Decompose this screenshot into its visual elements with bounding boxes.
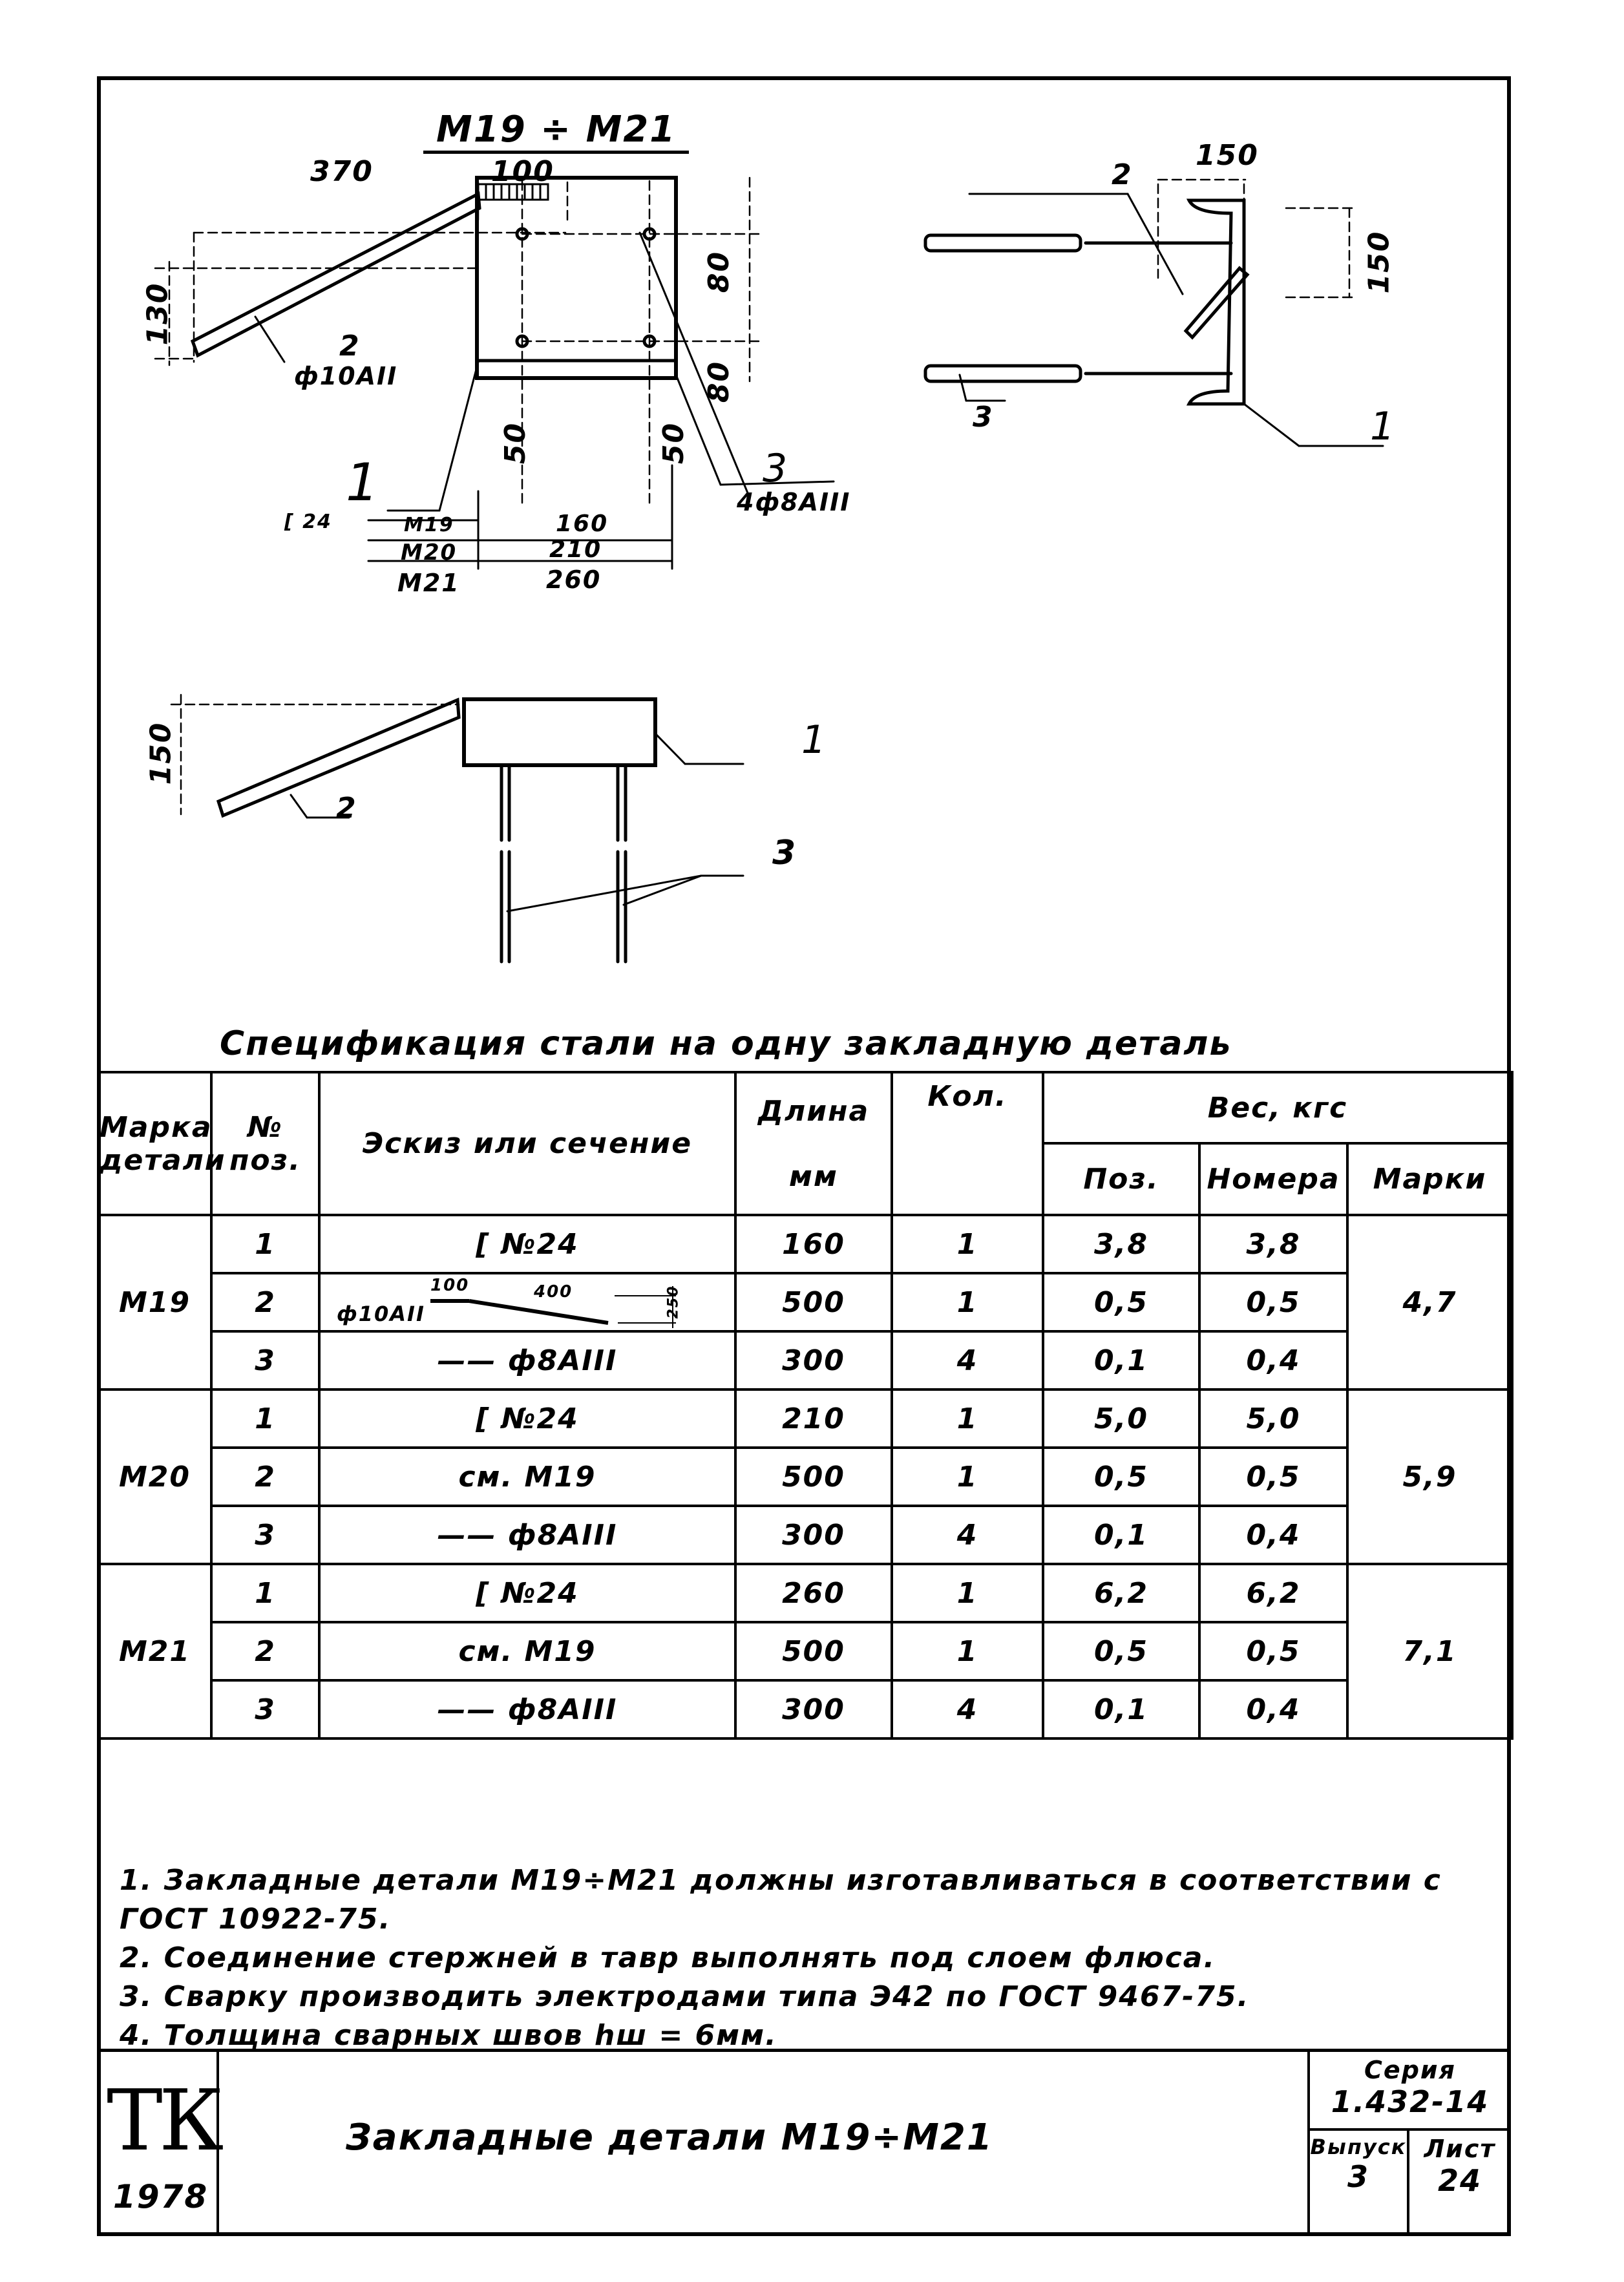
elev-dim-height: 150 [144,721,178,785]
cell-qty: 1 [892,1564,1043,1622]
cell-weight-number: 0,5 [1199,1273,1347,1331]
header-length [735,1072,892,1215]
cell-pos: 3 [211,1680,319,1738]
cell-sketch: см. М19 [319,1622,735,1680]
side-callout-pos1: 1 [1370,404,1397,449]
cell-mark: М21 [98,1564,211,1738]
side-callout-pos2: 2 [1112,158,1133,191]
header-qty: Кол. [892,1072,1043,1215]
sketch-bar-spec: ф10АII [337,1302,425,1326]
header-weight-pos: Поз. [1043,1143,1199,1215]
series-label: Серия [1364,2056,1456,2084]
header-length-unit: мм [789,1159,838,1193]
side-dim-height: 150 [1362,230,1396,294]
series-value: 1.432-14 [1331,2084,1490,2119]
issue-cell [1310,2131,1409,2233]
cell-sketch: [ №24 [319,1564,735,1622]
note-line: ГОСТ 10922-75. [120,1903,392,1936]
length-value-m21: 260 [546,565,602,594]
callout-pos2-spec: ф10АII [294,362,398,390]
cell-sketch: —— ф8АIII [319,1680,735,1738]
cell-length: 160 [735,1215,892,1273]
cell-mark: М19 [98,1215,211,1389]
sheet-cell [1409,2131,1510,2233]
cell-length: 300 [735,1506,892,1564]
specification-table [97,1071,1513,1740]
cell-weight-pos: 0,1 [1043,1331,1199,1389]
sketch-dim-straight: 100 [430,1276,470,1295]
cell-length: 210 [735,1389,892,1448]
header-pos-no: № поз. [211,1072,319,1215]
cell-qty: 1 [892,1215,1043,1273]
cell-qty: 1 [892,1389,1043,1448]
table-row [98,1448,1512,1506]
cell-pos: 2 [211,1448,319,1506]
technical-drawings [0,0,1624,1034]
spec-caption: Спецификация стали на одну закладную деталь [220,1024,1232,1063]
table-row [98,1273,1512,1331]
header-weight: Вес, кгс [1043,1072,1512,1143]
header-length-label: Длина [757,1094,870,1128]
organization-cell [100,2052,219,2233]
cell-weight-number: 0,5 [1199,1622,1347,1680]
cell-weight-mark: 7,1 [1347,1564,1512,1738]
cell-pos: 1 [211,1389,319,1448]
issue-value: 3 [1347,2159,1369,2194]
length-mark-m21: М21 [397,569,460,597]
length-mark-m20: М20 [401,540,458,565]
cell-weight-pos: 6,2 [1043,1564,1199,1622]
table-row [98,1680,1512,1738]
series-cell [1310,2052,1510,2131]
cell-qty: 1 [892,1448,1043,1506]
cell-sketch: [ №24 [319,1389,735,1448]
table-row [98,1215,1512,1273]
cell-length: 300 [735,1331,892,1389]
cell-pos: 1 [211,1215,319,1273]
elev-callout-pos3: 3 [772,834,797,872]
year: 1978 [113,2178,209,2215]
sheet-value: 24 [1437,2163,1482,2198]
cell-sketch: [ №24 [319,1215,735,1273]
cell-weight-number: 0,4 [1199,1506,1347,1564]
cell-qty: 1 [892,1273,1043,1331]
cell-weight-number: 0,4 [1199,1331,1347,1389]
dim-top-offset: 80 [702,250,736,293]
header-weight-mark: Марки [1347,1143,1512,1215]
cell-weight-mark: 4,7 [1347,1215,1512,1389]
cell-weight-number: 6,2 [1199,1564,1347,1622]
table-row [98,1564,1512,1622]
dim-height: 130 [141,282,174,346]
front-view [193,178,676,378]
cell-sketch: —— ф8АIII [319,1506,735,1564]
cell-length: 500 [735,1622,892,1680]
organization-logo: ТК [107,2071,220,2170]
elev-callout-pos2: 2 [336,792,357,825]
table-row [98,1506,1512,1564]
cell-weight-pos: 0,5 [1043,1622,1199,1680]
cell-weight-number: 5,0 [1199,1389,1347,1448]
issue-label: Выпуск [1310,2135,1407,2159]
sketch-dim-rise: 250 [665,1285,682,1319]
dim-left-edge: 50 [499,421,533,465]
table-row [98,1389,1512,1448]
callout-pos1: 1 [346,452,380,512]
cell-length: 500 [735,1448,892,1506]
cell-mark: М20 [98,1389,211,1564]
cell-qty: 1 [892,1622,1043,1680]
series-block [1307,2052,1510,2233]
header-sketch: Эскиз или сечение [319,1072,735,1215]
cell-pos: 3 [211,1331,319,1389]
cell-weight-pos: 0,1 [1043,1680,1199,1738]
cell-pos: 3 [211,1506,319,1564]
sheet-label: Лист [1424,2135,1496,2163]
side-view [925,200,1247,404]
dim-plate-width: 100 [491,155,554,188]
elev-callout-pos1: 1 [801,717,828,763]
drawing-title: Закладные детали М19÷М21 [346,2117,993,2159]
note-line: 4. Толщина сварных швов hш = 6мм. [120,2019,777,2052]
cell-qty: 4 [892,1506,1043,1564]
cell-weight-pos: 5,0 [1043,1389,1199,1448]
side-dim-width: 150 [1196,139,1259,172]
cell-weight-pos: 0,5 [1043,1448,1199,1506]
cell-weight-mark: 5,9 [1347,1389,1512,1564]
sketch-dim-inclined: 400 [534,1282,573,1302]
title-block [97,2049,1511,2236]
cell-sketch: см. М19 [319,1448,735,1506]
note-line: 1. Закладные детали М19÷М21 должны изготавливаться в соответствии с [120,1864,1442,1897]
cell-weight-pos: 3,8 [1043,1215,1199,1273]
callout-pos3: 3 [763,446,789,491]
cell-weight-number: 0,4 [1199,1680,1347,1738]
table-row [98,1331,1512,1389]
cell-sketch: —— ф8АIII [319,1331,735,1389]
elevation-view [218,699,655,962]
callout-pos2: 2 [339,330,361,363]
cell-length: 300 [735,1680,892,1738]
length-value-m20: 210 [549,536,602,563]
dim-bar-length: 370 [310,155,374,188]
side-callout-pos3: 3 [973,401,994,434]
header-weight-number: Номера [1199,1143,1347,1215]
cell-weight-pos: 0,5 [1043,1273,1199,1331]
cell-weight-number: 0,5 [1199,1448,1347,1506]
length-value-m19: 160 [556,511,609,537]
cell-qty: 4 [892,1680,1043,1738]
header-mark: Марка детали [98,1072,211,1215]
callout-pos3-spec: 4ф8АIII [737,488,851,516]
cell-sketch [319,1273,735,1331]
dim-bottom-offset: 80 [702,360,736,403]
cell-weight-pos: 0,1 [1043,1506,1199,1564]
notes [120,1861,1496,2055]
dim-right-edge: 50 [657,421,691,465]
cell-length: 500 [735,1273,892,1331]
view-title: М19 ÷ М21 [423,109,689,154]
cell-pos: 1 [211,1564,319,1622]
cell-length: 260 [735,1564,892,1622]
length-mark-m19: М19 [404,514,454,536]
cell-pos: 2 [211,1622,319,1680]
table-row [98,1622,1512,1680]
note-line: 3. Сварку производить электродами типа Э42 по ГОСТ 9467-75. [120,1980,1250,2013]
cell-qty: 4 [892,1331,1043,1389]
note-line: 2. Соединение стержней в тавр выполнять под слоем флюса. [120,1941,1216,1974]
cell-pos: 2 [211,1273,319,1331]
cell-weight-number: 3,8 [1199,1215,1347,1273]
callout-pos1-section: [ 24 [284,511,332,533]
